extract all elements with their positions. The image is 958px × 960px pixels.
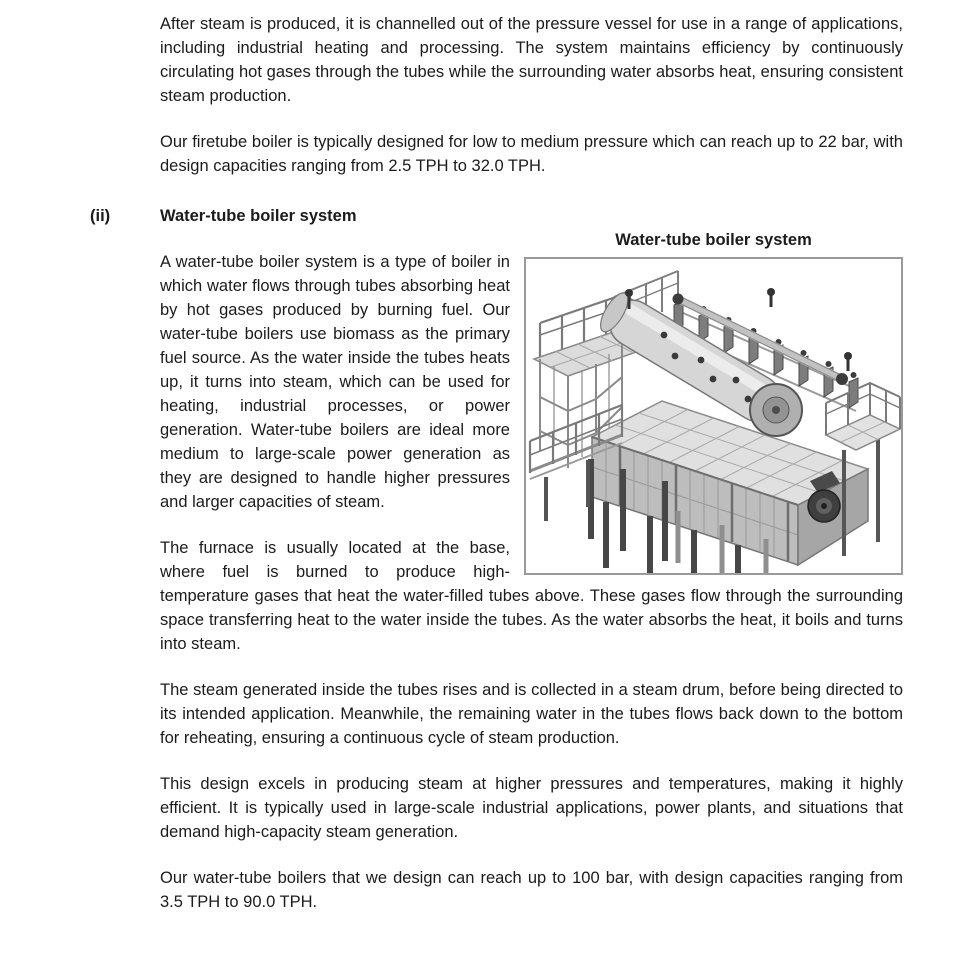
document-body <box>90 0 903 914</box>
figure-frame <box>524 257 903 575</box>
paragraph-steam-drum-cycle: The steam generated inside the tubes rises and is collected in a steam drum, before being directed to its intended application. Meanwhile, the remaining water in the tubes flows back down to the bottom for reheating, ensuring a continuous cycle of steam production. <box>160 681 903 747</box>
paragraph-water-tube-intro: A water-tube boiler system is a type of boiler in which water flows through tubes absorbing heat by hot gases produced by burning fuel. Our water-tube boilers use biomass as the primary fuel source. As the water inside the tubes heats up, it turns into steam, which can be used for heating, industrial processes, or power generation. Water-tube boilers are ideal more medium to large-scale power generation as they are designed to handle higher pressures and larger capacities of steam. <box>160 253 510 511</box>
paragraph-firetube-capacity: Our firetube boiler is typically designed for low to medium pressure which can reach up to 22 bar, with design capacities ranging from 2.5 TPH to 32.0 TPH. <box>160 133 903 175</box>
paragraph-design-advantages: This design excels in producing steam at higher pressures and temperatures, making it highly efficient. It is typically used in large-scale industrial applications, power plants, and situations that demand high-capacity steam generation. <box>160 775 903 841</box>
figure-water-tube-boiler <box>524 228 903 575</box>
section-title: Water-tube boiler system <box>160 207 357 225</box>
section-number: (ii) <box>90 207 111 225</box>
paragraph-steam-channelled: After steam is produced, it is channelled out of the pressure vessel for use in a range of applications, including industrial heating and processing. The system maintains efficiency by continuously circulating hot gases through the tubes while the surrounding water absorbs heat, ensuring consistent steam production. <box>160 15 903 105</box>
paragraph-furnace-location: The furnace is usually located at the base, where fuel is burned to produce high-temperature gases that heat the water-filled tubes above. These gases flow through the surrounding space transferring heat to the water inside the tubes. As the water absorbs the heat, it boils and turns into steam. <box>160 539 903 653</box>
figure-caption: Water-tube boiler system <box>615 231 812 249</box>
section-heading-water-tube <box>90 204 903 228</box>
paragraph-water-tube-capacity: Our water-tube boilers that we design can reach up to 100 bar, with design capacities ranging from 3.5 TPH to 90.0 TPH. <box>160 869 903 911</box>
drum-valve <box>625 289 633 297</box>
boiler-illustration <box>526 259 901 573</box>
